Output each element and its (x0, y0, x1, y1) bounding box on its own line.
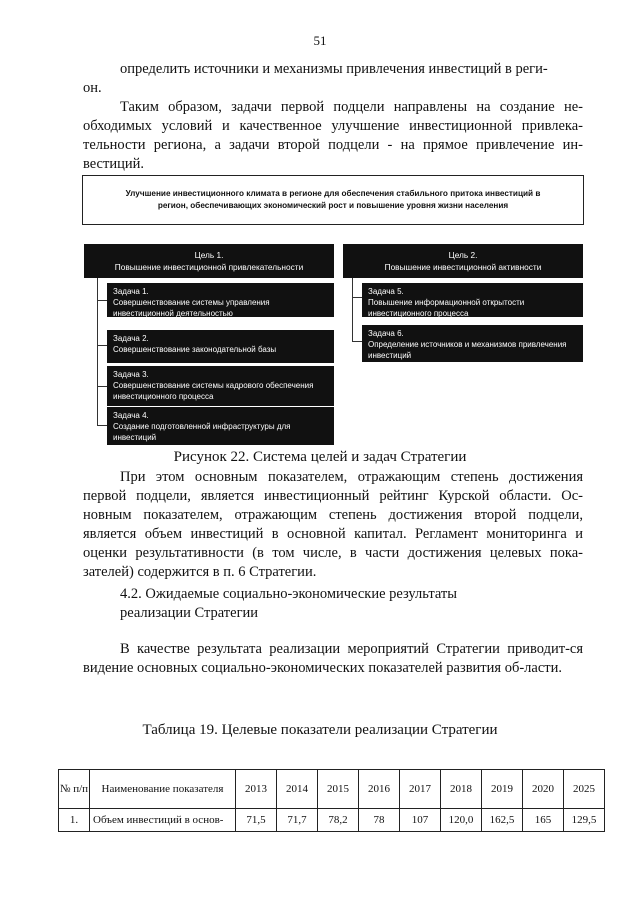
goal-2-box (343, 244, 583, 278)
figure-caption: Рисунок 22. Система целей и задач Стратегии (173, 449, 467, 465)
row-name: Объем инвестиций в основ- (90, 809, 236, 832)
task-1-name: Задача 1. (113, 287, 149, 296)
task-3-box (107, 366, 334, 406)
paragraph-4: В качестве результата реализации мероприятий Стратегии приводит-ся видение основных социально-экономических показателей развития об-ласти. (83, 641, 583, 676)
row-value: 71,5 (236, 809, 277, 832)
right-connector-line (352, 278, 353, 342)
task-1-box (107, 283, 334, 317)
goal-1-title: Цель 1. (194, 250, 224, 260)
task-3-name: Задача 3. (113, 370, 149, 379)
header-year: 2016 (359, 770, 400, 809)
header-year: 2018 (441, 770, 482, 809)
strategy-goal-line-1: Улучшение инвестиционного климата в регионе для обеспечения стабильного притока инвестиций в (125, 189, 541, 198)
task-6-text: Определение источников и механизмов привлечения инвестиций (368, 340, 567, 360)
goal-1-subtitle: Повышение инвестиционной привлекательности (114, 262, 304, 272)
row-value: 78 (359, 809, 400, 832)
header-year: 2013 (236, 770, 277, 809)
task-5-name: Задача 5. (368, 287, 404, 296)
header-year: 2019 (482, 770, 523, 809)
goal-2-title: Цель 2. (448, 250, 478, 260)
header-name: Наименование показателя (90, 770, 236, 809)
task-1-text: Совершенствование системы управления инвестиционной деятельностью (113, 298, 270, 318)
task-2-text: Совершенствование законодательной базы (113, 345, 277, 354)
paragraph-1-line-2: он. (83, 80, 102, 96)
table-header-row (59, 770, 605, 809)
goal-1-box (84, 244, 334, 278)
task-6-box (362, 325, 583, 362)
target-indicators-table (58, 769, 605, 832)
header-year: 2017 (400, 770, 441, 809)
section-heading-line-1: 4.2. Ожидаемые социально-экономические результаты (120, 586, 457, 602)
table-caption: Таблица 19. Целевые показатели реализации Стратегии (142, 722, 498, 738)
task-2-name: Задача 2. (113, 334, 149, 343)
strategy-goal-line-2: регион, обеспечивающих экономический рост и повышение уровня жизни населения (157, 201, 509, 210)
task-4-text: Создание подготовленной инфраструктуры для инвестиций (113, 422, 291, 442)
page-number: 51 (313, 33, 327, 48)
paragraph-3: При этом основным показателем, отражающим степень достижения первой подцели, является инвестиционный рейтинг Курской области. Ос-новным показателем, отражающим степень достижения второй подцели, является объем инвестиций в основной капитал. Регламент мониторинга и оценки результативности (в том числе, в части достижения целевых пока-зателей) содержится в п. 6 Стратегии. (83, 469, 583, 580)
row-value: 120,0 (441, 809, 482, 832)
row-value: 71,7 (277, 809, 318, 832)
header-year: 2025 (564, 770, 605, 809)
row-value: 107 (400, 809, 441, 832)
task-3-text: Совершенствование системы кадрового обеспечения инвестиционного процесса (113, 381, 314, 401)
header-year: 2015 (318, 770, 359, 809)
paragraph-1-line-1: определить источники и механизмы привлечения инвестиций в реги- (120, 61, 548, 77)
task-5-text: Повышение информационной открытости инвестиционного процесса (368, 298, 525, 318)
header-num: № п/п (59, 770, 90, 809)
paragraph-2: Таким образом, задачи первой подцели направлены на создание не-обходимых условий и качественное улучшение инвестиционной привлека-тельности региона, а задачи второй подцели - на прямое привлечение ин-вестиций. (83, 99, 583, 172)
header-year: 2014 (277, 770, 318, 809)
strategy-goal-box (82, 175, 584, 225)
row-value: 162,5 (482, 809, 523, 832)
section-heading-line-2: реализации Стратегии (120, 605, 259, 621)
row-num: 1. (59, 809, 90, 832)
goal-2-subtitle: Повышение инвестиционной активности (384, 262, 542, 272)
row-value: 78,2 (318, 809, 359, 832)
header-year: 2020 (523, 770, 564, 809)
row-value: 165 (523, 809, 564, 832)
task-4-name: Задача 4. (113, 411, 149, 420)
task-2-box (107, 330, 334, 363)
table-row (59, 809, 605, 832)
row-value: 129,5 (564, 809, 605, 832)
task-5-box (362, 283, 583, 317)
task-6-name: Задача 6. (368, 329, 404, 338)
task-4-box (107, 407, 334, 445)
